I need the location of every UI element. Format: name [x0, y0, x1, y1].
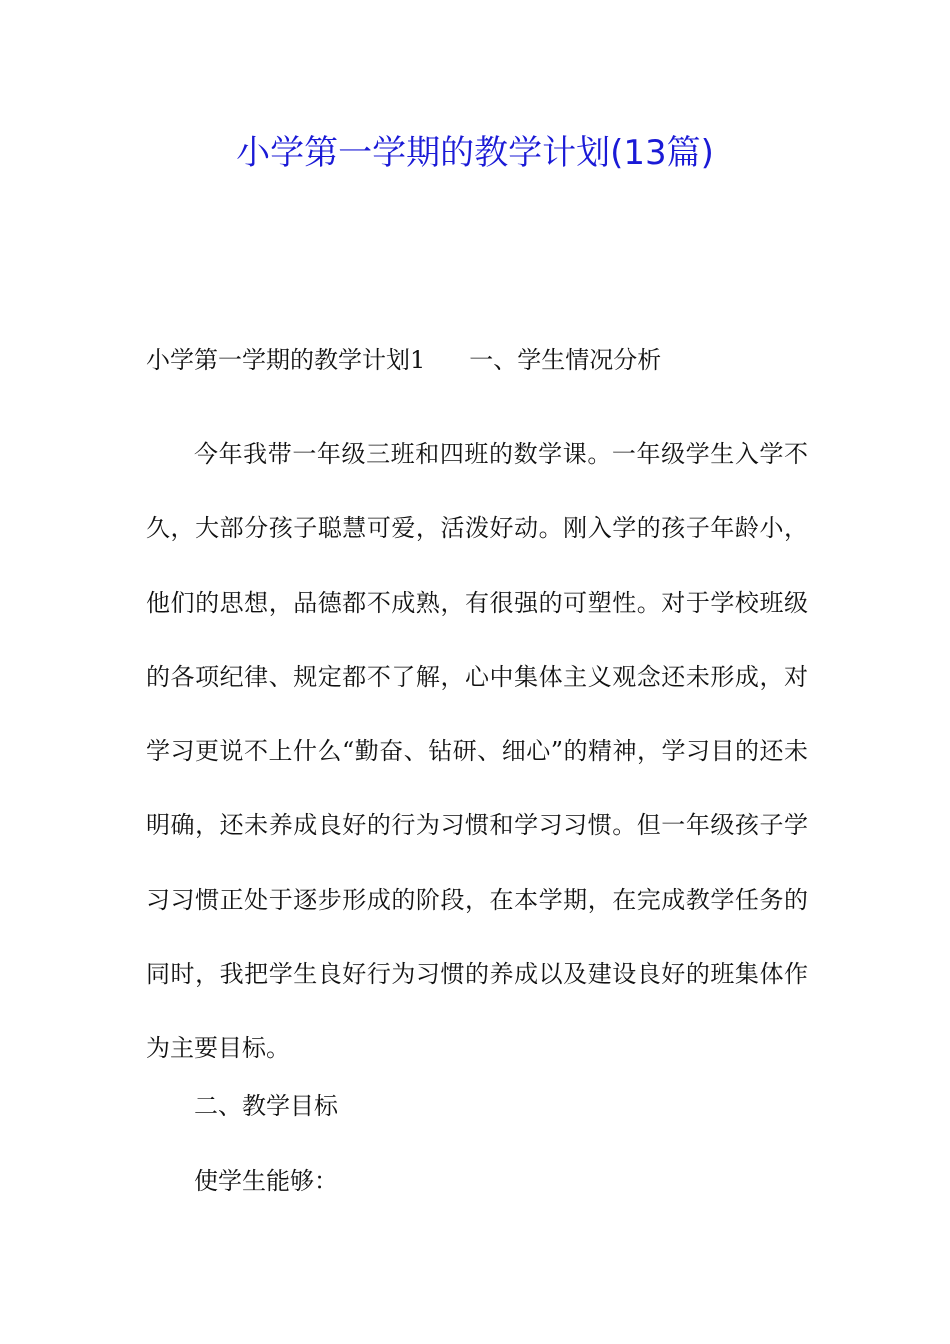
document-title: 小学第一学期的教学计划(13篇)	[236, 133, 714, 173]
section-lead-text: 使学生能够：	[194, 1167, 338, 1195]
plan-subtitle: 小学第一学期的教学计划1	[146, 346, 426, 374]
paragraph-student-analysis: 今年我带一年级三班和四班的数学课。一年级学生入学不久，大部分孩子聪慧可爱，活泼好动。刚入学的孩子年龄小，他们的思想，品德都不成熟，有很强的可塑性。对于学校班级的各项纪律、规定都不了解，心中集体主义观念还未形成，对学习更说不上什么“勤奋、钻研、细心”的精神，学习目的还未明确，还未养成良好的行为习惯和学习习惯。但一年级孩子学习习惯正处于逐步形成的阶段，在本学期，在完成教学任务的同时，我把学生良好行为习惯的养成以及建设良好的班集体作为主要目标。	[146, 440, 808, 1063]
section-heading-teaching-goals: 二、教学目标	[194, 1092, 338, 1120]
section-heading-student-analysis: 一、学生情况分析	[469, 346, 662, 374]
intro-line	[146, 342, 808, 378]
